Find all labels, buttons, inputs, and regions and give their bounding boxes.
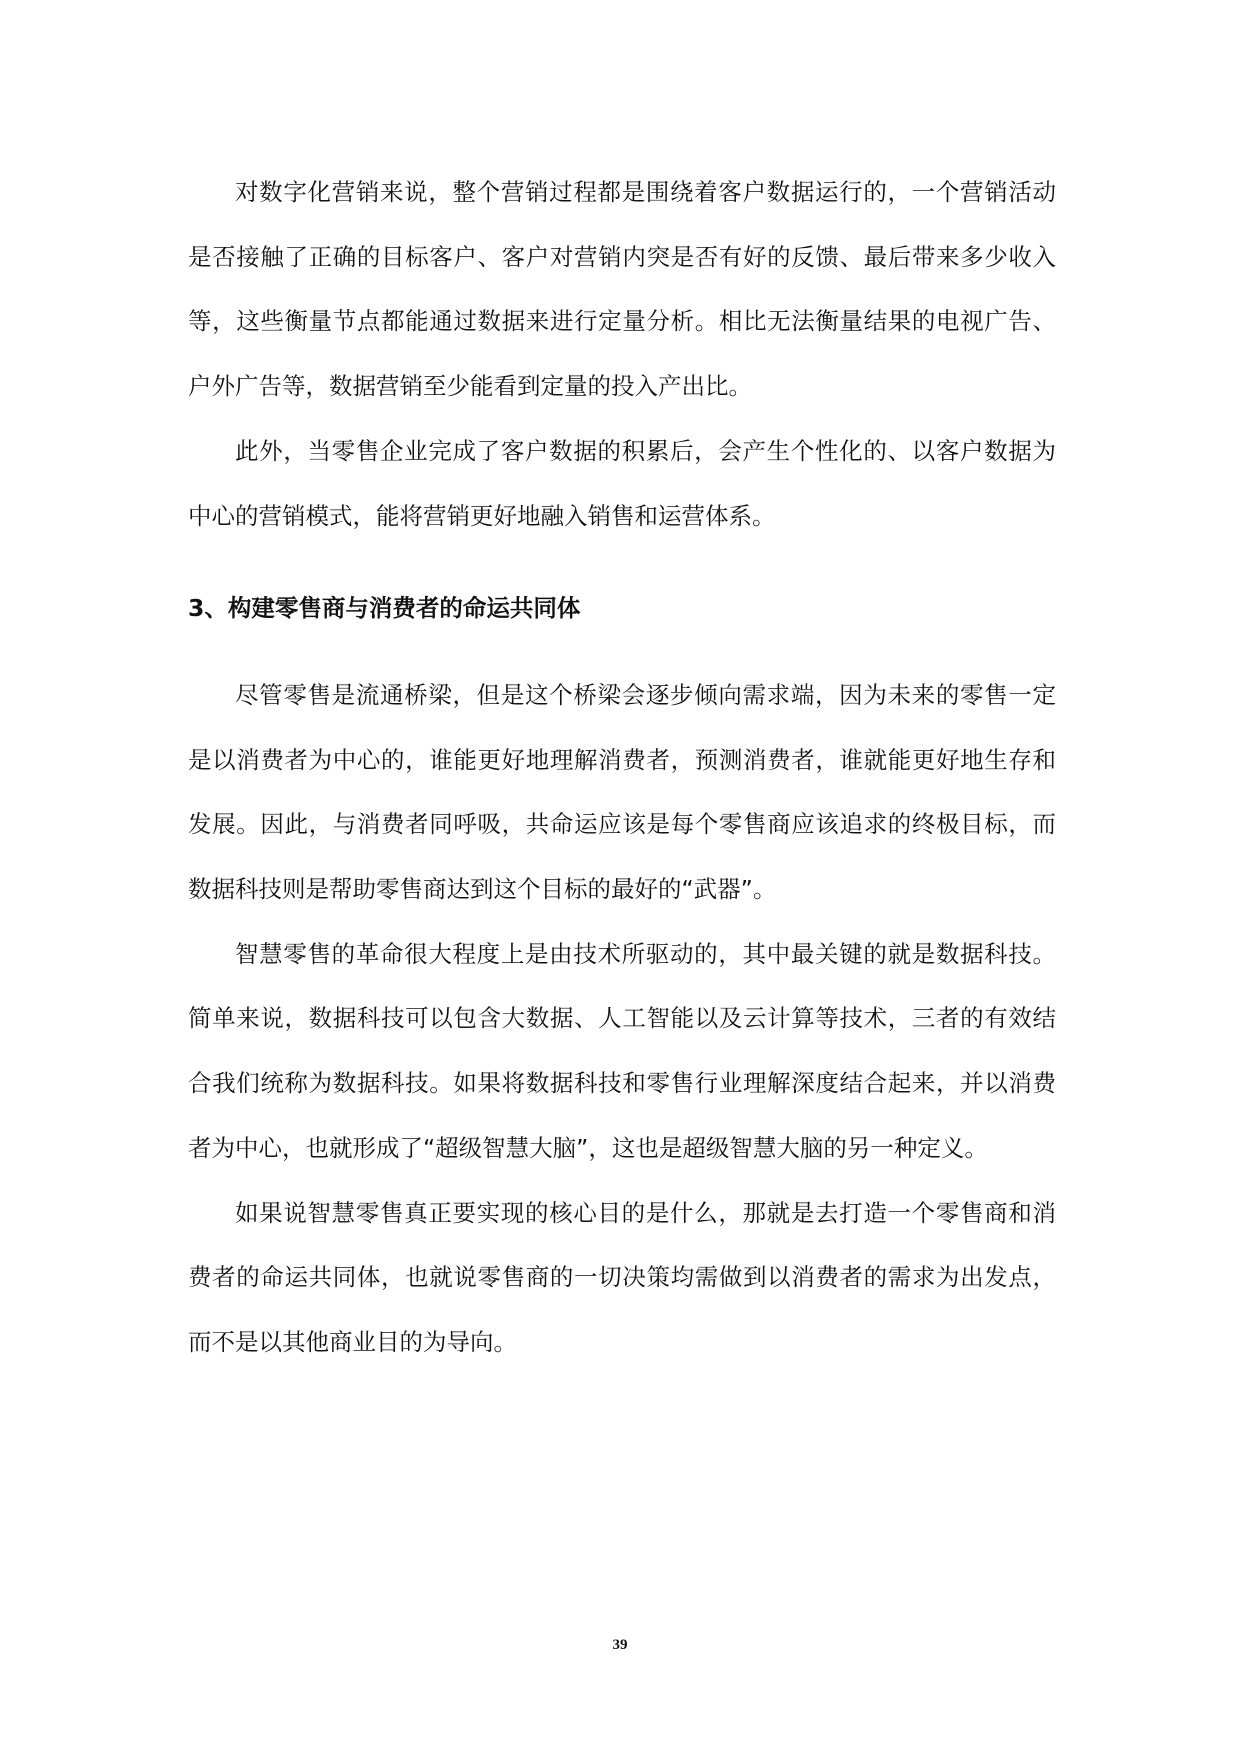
paragraph-community-of-destiny: 如果说智慧零售真正要实现的核心目的是什么，那就是去打造一个零售商和消费者的命运共同体，也就说零售商的一切决策均需做到以消费者的需求为出发点，而不是以其他商业目的为导向。 xyxy=(188,1198,1056,1356)
paragraph-data-technology: 智慧零售的革命很大程度上是由技术所驱动的，其中最关键的就是数据科技。简单来说，数据科技可以包含大数据、人工智能以及云计算等技术，三者的有效结合我们统称为数据科技。如果将数据科技和零售行业理解深度结合起来，并以消费者为中心，也就形成了“超级智慧大脑”，这也是超级智慧大脑的另一种定义。 xyxy=(188,939,1056,1162)
section-heading: 3、构建零售商与消费者的命运共同体 xyxy=(188,594,581,623)
paragraph-digital-marketing: 对数字化营销来说，整个营销过程都是围绕着客户数据运行的，一个营销活动是否接触了正确的目标客户、客户对营销内突是否有好的反馈、最后带来多少收入等，这些衡量节点都能通过数据来进行定量分析。相比无法衡量结果的电视广告、户外广告等，数据营销至少能看到定量的投入产出比。 xyxy=(188,178,1056,401)
paragraph-personalized-marketing: 此外，当零售企业完成了客户数据的积累后，会产生个性化的、以客户数据为中心的营销模式，能将营销更好地融入销售和运营体系。 xyxy=(188,436,1056,530)
paragraph-retail-bridge: 尽管零售是流通桥梁，但是这个桥梁会逐步倾向需求端，因为未来的零售一定是以消费者为中心的，谁能更好地理解消费者，预测消费者，谁就能更好地生存和发展。因此，与消费者同呼吸，共命运应该是每个零售商应该追求的终极目标，而数据科技则是帮助零售商达到这个目标的最好的“武器”。 xyxy=(188,680,1056,904)
page-number: 39 xyxy=(612,1637,628,1653)
page-body xyxy=(188,160,1056,1375)
